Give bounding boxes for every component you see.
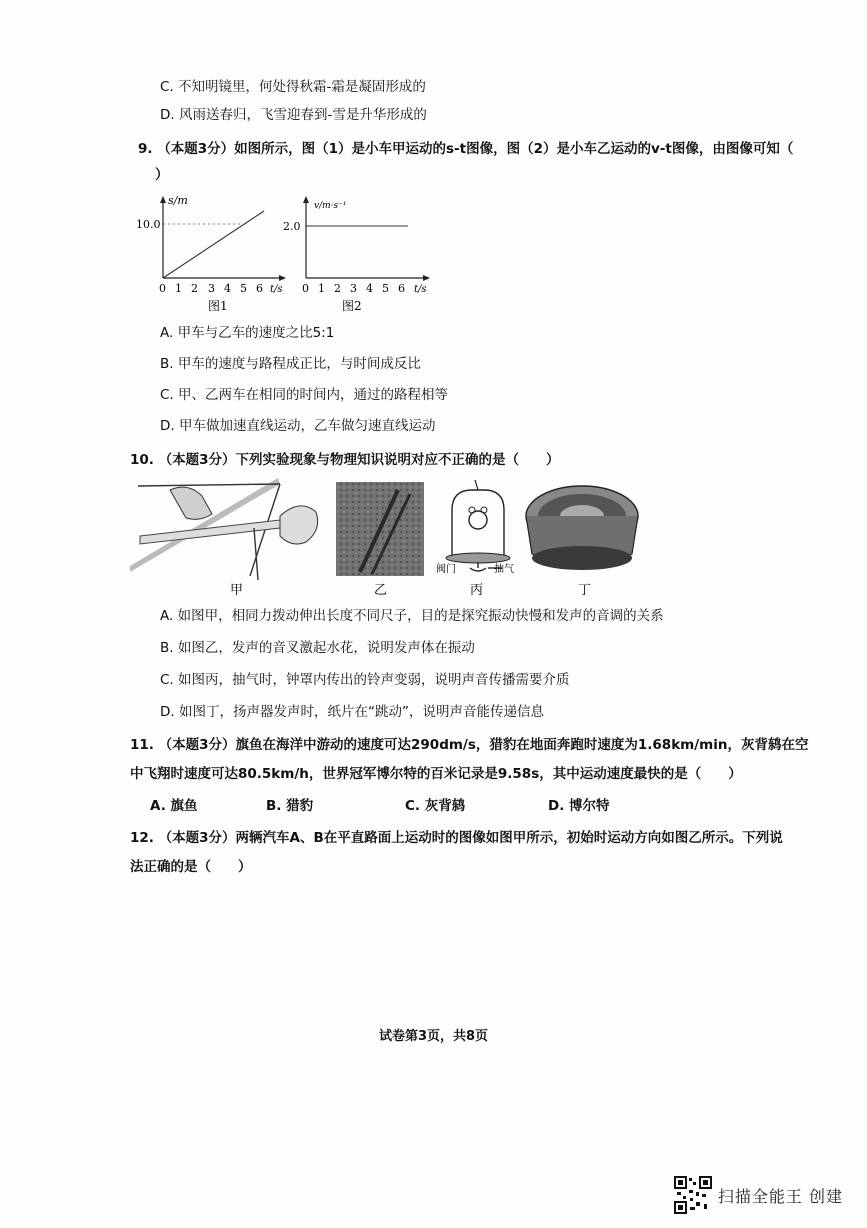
image-bing-bell-jar-icon (446, 480, 510, 571)
fig2-xtick: 3 (350, 282, 357, 295)
q10-option-a: A. 如图甲，相同力拨动伸出长度不同尺子，目的是探究振动快慢和发声的音调的关系 (160, 608, 664, 624)
q9-stem-line1: 9. （本题3分）如图所示，图（1）是小车甲运动的s-t图像，图（2）是小车乙运动的v-t图像，由图像可知（ (138, 141, 794, 157)
page-footer: 试卷第3页，共8页 (378, 1029, 489, 1044)
q11-option-b: B. 猎豹 (266, 798, 314, 814)
q11-option-d: D. 博尔特 (548, 798, 610, 814)
prev-option-c: C. 不知明镜里，何处得秋霜-霜是凝固形成的 (160, 79, 426, 95)
fig1-xtick: 6 (256, 282, 263, 295)
q11-stem-line2: 中飞翔时速度可达80.5km/h，世界冠军博尔特的百米记录是9.58s，其中运动速度最快的是（ ） (130, 766, 742, 782)
fig2-xtick: 0 (302, 282, 309, 295)
fig2-xtick: 2 (334, 282, 341, 295)
fig1-xtick: 1 (175, 282, 182, 295)
q9-option-b: B. 甲车的速度与路程成正比，与时间成反比 (160, 356, 421, 372)
q9-figure1-st-graph (130, 192, 290, 318)
fig1-xticks (159, 282, 263, 295)
q10-option-b: B. 如图乙，发声的音叉激起水花，说明发声体在振动 (160, 640, 475, 656)
fig1-xtick: 0 (159, 282, 166, 295)
scanner-watermark (674, 1176, 843, 1214)
caption-jia: 甲 (230, 583, 244, 598)
fig1-xtick: 3 (208, 282, 215, 295)
fig2-xtick: 4 (366, 282, 373, 295)
qr-code-icon (674, 1176, 712, 1214)
fig1-xtick: 4 (224, 282, 231, 295)
fig2-xticks (302, 282, 405, 295)
q10-option-c: C. 如图丙，抽气时，钟罩内传出的铃声变弱，说明声音传播需要介质 (160, 672, 570, 688)
q11-stem-line1: 11. （本题3分）旗鱼在海洋中游动的速度可达290dm/s，猎豹在地面奔跑时速度为1.68km/min，灰背鸫在空 (130, 737, 809, 753)
fig1-ylabel: s/m (168, 194, 188, 207)
fig1-xlabel: t/s (270, 284, 283, 295)
fig2-caption: 图2 (342, 299, 362, 313)
image-yi-tuning-fork-icon (336, 482, 424, 576)
caption-bing: 丙 (470, 583, 484, 598)
q9-option-c: C. 甲、乙两车在相同的时间内，通过的路程相等 (160, 387, 449, 403)
fig1-caption: 图1 (208, 299, 228, 313)
q11-option-a: A. 旗鱼 (150, 798, 198, 814)
q10-stem: 10. （本题3分）下列实验现象与物理知识说明对应不正确的是（ ） (130, 452, 560, 468)
caption-ding: 丁 (578, 583, 592, 598)
q9-figure2-vt-graph (280, 192, 440, 318)
q10-images (130, 476, 650, 600)
watermark-text: 扫描全能王 创建 (717, 1186, 843, 1206)
fig2-xtick: 5 (382, 282, 389, 295)
prev-option-d: D. 风雨送春归，飞雪迎春到-雪是升华形成的 (160, 107, 427, 123)
q12-stem-line2: 法正确的是（ ） (130, 859, 252, 875)
q9-stem-line2: ） (155, 167, 169, 183)
fig2-ytick: 2.0 (283, 220, 301, 233)
q12-stem-line1: 12. （本题3分）两辆汽车A、B在平直路面上运动时的图像如图甲所示，初始时运动方向如图乙所示。下列说 (130, 830, 783, 846)
valve-label: 阀门 (436, 564, 456, 575)
q9-option-a: A. 甲车与乙车的速度之比5:1 (160, 325, 335, 341)
fig2-ylabel: v/m·s⁻¹ (314, 201, 347, 211)
q10-option-d: D. 如图丁，扬声器发声时，纸片在“跳动”，说明声音能传递信息 (160, 704, 544, 720)
fig1-xtick: 2 (191, 282, 198, 295)
fig1-ytick: 10.0 (136, 218, 161, 231)
image-jia-ruler-icon (130, 478, 318, 580)
q11-option-c: C. 灰背鸫 (405, 798, 466, 814)
fig2-xtick: 1 (318, 282, 325, 295)
caption-yi: 乙 (374, 583, 388, 598)
image-ding-speaker-icon (526, 486, 638, 570)
fig2-xtick: 6 (398, 282, 405, 295)
fig2-xlabel: t/s (414, 284, 427, 295)
fig1-xtick: 5 (240, 282, 247, 295)
pump-label: 抽气 (494, 564, 514, 575)
q9-option-d: D. 甲车做加速直线运动，乙车做匀速直线运动 (160, 418, 436, 434)
